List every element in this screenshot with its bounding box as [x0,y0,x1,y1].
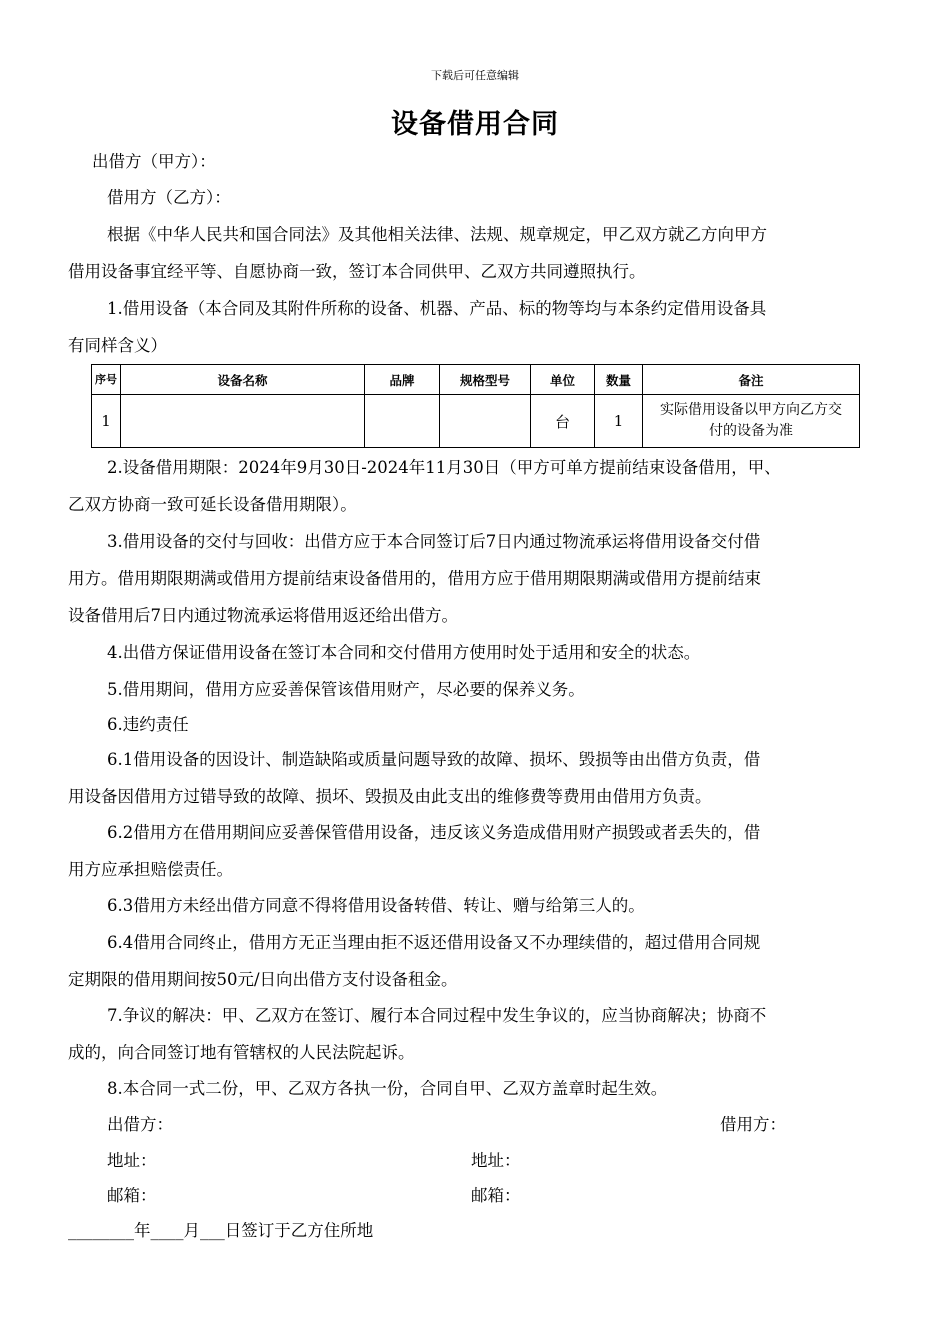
clause-7-line-1: 7.争议的解决：甲、乙双方在签订、履行本合同过程中发生争议的，应当协商解决；协商不 [107,1006,767,1025]
clause-6-2-line-1: 6.2借用方在借用期间应妥善保管借用设备，违反该义务造成借用财产损毁或者丢失的，借 [107,823,761,842]
equipment-table [91,364,860,448]
clause-6-1-line-2: 用设备因借用方过错导致的故障、损坏、毁损及由此支出的维修费等费用由借用方负责。 [68,787,712,806]
clause-6: 6.违约责任 [107,715,189,734]
header-brand: 品牌 [365,365,440,395]
clause-2-line-1: 2.设备借用期限：2024年9月30日-2024年11月30日（甲方可单方提前结束设备借用，甲、 [107,458,781,477]
header-note: 下载后可任意编辑 [431,69,519,82]
clause-2-line-2: 乙双方协商一致可延长设备借用期限）。 [68,495,357,514]
header-seq: 序号 [92,365,121,395]
cell-name [121,395,365,448]
signature-lender: 出借方： [107,1115,173,1134]
clause-7-line-2: 成的，向合同签订地有管辖权的人民法院起诉。 [68,1043,415,1062]
clause-6-3: 6.3借用方未经出借方同意不得将借用设备转借、转让、赠与给第三人的。 [107,896,645,915]
email-right: 邮箱： [471,1186,521,1205]
borrower-party-line: 借用方（乙方）： [107,188,231,207]
clause-6-2-line-2: 用方应承担赔偿责任。 [68,860,233,879]
clause-3-line-2: 用方。借用期限期满或借用方提前结束设备借用的，借用方应于借用期限期满或借用方提前结束 [68,569,761,588]
date-line: ________年____月___日签订于乙方住所地 [68,1221,374,1240]
address-left: 地址： [107,1151,157,1170]
clause-6-1-line-1: 6.1借用设备的因设计、制造缺陷或质量问题导致的故障、损坏、毁损等由出借方负责，借 [107,750,761,769]
cell-model [440,395,531,448]
intro-line-2: 借用设备事宜经平等、自愿协商一致，签订本合同供甲、乙双方共同遵照执行。 [68,262,646,281]
clause-1-line-1: 1.借用设备（本合同及其附件所称的设备、机器、产品、标的物等均与本条约定借用设备具 [107,299,767,318]
clause-1-line-2: 有同样含义） [68,336,167,355]
clause-6-4-line-2: 定期限的借用期间按50元/日向出借方支付设备租金。 [68,970,458,989]
signature-borrower: 借用方： [720,1115,786,1134]
clause-4: 4.出借方保证借用设备在签订本合同和交付借用方使用时处于适用和安全的状态。 [107,643,701,662]
clause-5: 5.借用期间，借用方应妥善保管该借用财产，尽必要的保养义务。 [107,680,585,699]
clause-8: 8.本合同一式二份，甲、乙双方各执一份，合同自甲、乙双方盖章时起生效。 [107,1079,668,1098]
lender-party-line: 出借方（甲方）： [92,152,216,171]
header-remark: 备注 [643,365,860,395]
header-unit: 单位 [531,365,595,395]
clause-3-line-3: 设备借用后7日内通过物流承运将借用返还给出借方。 [68,606,458,625]
address-right: 地址： [471,1151,521,1170]
clause-3-line-1: 3.借用设备的交付与回收：出借方应于本合同签订后7日内通过物流承运将借用设备交付借 [107,532,761,551]
header-model: 规格型号 [440,365,531,395]
email-left: 邮箱： [107,1186,157,1205]
table-row [92,395,860,448]
intro-line-1: 根据《中华人民共和国合同法》及其他相关法律、法规、规章规定，甲乙双方就乙方向甲方 [107,225,767,244]
table-header-row [92,365,860,395]
cell-remark: 实际借用设备以甲方向乙方交付的设备为准 [643,395,860,448]
clause-6-4-line-1: 6.4借用合同终止，借用方无正当理由拒不返还借用设备又不办理续借的，超过借用合同规 [107,933,761,952]
header-name: 设备名称 [121,365,365,395]
cell-unit: 台 [531,395,595,448]
document-title: 设备借用合同 [391,109,559,140]
cell-qty: 1 [595,395,643,448]
cell-brand [365,395,440,448]
header-qty: 数量 [595,365,643,395]
cell-seq: 1 [92,395,121,448]
